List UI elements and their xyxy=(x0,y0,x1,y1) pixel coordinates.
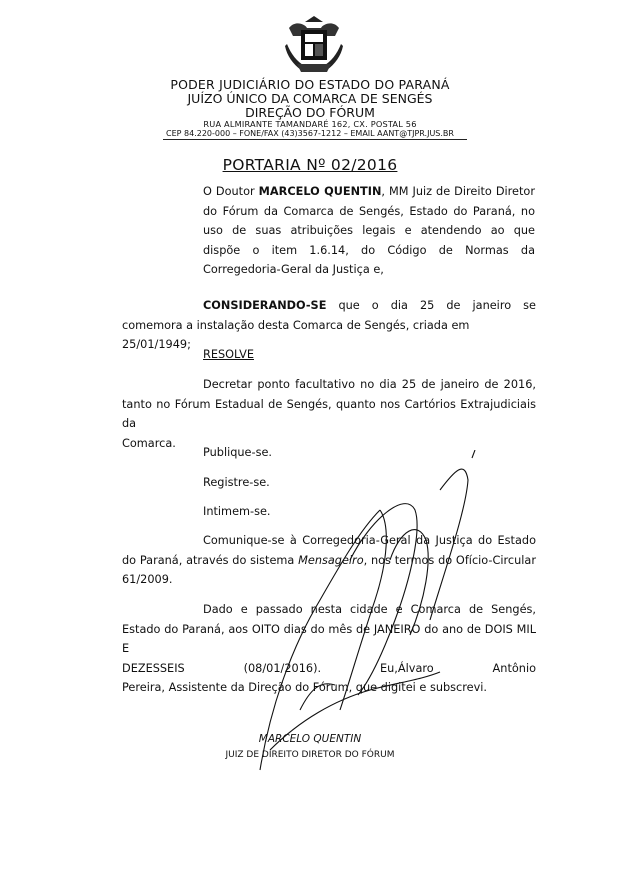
publique-line: Publique-se. xyxy=(203,446,273,459)
dado-paragraph: Dado e passado nesta cidade e Comarca de Sengés, Estado do Paraná, aos OITO dias do mês de JANEIRO do ano de DOIS MIL E DEZESSEIS (08/01/2016). Eu,Álvaro Antônio Pereira, Assistente da Direção do Fórum, que digitei e subscrevi. xyxy=(122,603,536,694)
registre-line: Registre-se. xyxy=(203,476,270,489)
header-divider xyxy=(163,139,467,140)
considerando-paragraph: CONSIDERANDO-SE que o dia 25 de janeiro se comemora a instalação desta Comarca de Sengés, criada em 25/01/1949; xyxy=(122,299,536,351)
decree-paragraph: Decretar ponto facultativo no dia 25 de janeiro de 2016, tanto no Fórum Estadual de Sengés, quanto nos Cartórios Extrajudiciais da Comarca. xyxy=(122,378,536,450)
comunique-paragraph: Comunique-se à Corregedoria-Geral da Justiça do Estado do Paraná, através do sistema Mensageiro, nos termos do Ofício-Circular 61/2009. xyxy=(122,534,536,586)
header-address: RUA ALMIRANTE TAMANDARÉ 162, CX. POSTAL 56 xyxy=(203,119,417,129)
handwritten-signature xyxy=(240,450,480,780)
coat-of-arms-icon xyxy=(283,14,345,74)
signer-role: JUIZ DE DIREITO DIRETOR DO FÓRUM xyxy=(225,750,395,760)
header-department: DIREÇÃO DO FÓRUM xyxy=(245,105,375,120)
signer-name: MARCELO QUENTIN xyxy=(258,733,362,745)
header-contact: CEP 84.220-000 – FONE/FAX (43)3567-1212 – EMAIL AANT@TJPR.JUS.BR xyxy=(166,129,454,138)
resolve-heading: RESOLVE xyxy=(203,348,254,361)
intimem-line: Intimem-se. xyxy=(203,505,271,518)
header-court-unit: JUÍZO ÚNICO DA COMARCA DE SENGÉS xyxy=(187,91,433,106)
document-title: PORTARIA Nº 02/2016 xyxy=(222,156,398,174)
intro-paragraph: O Doutor MARCELO QUENTIN, MM Juiz de Direito Diretor do Fórum da Comarca de Sengés, Estado do Paraná, no uso de suas atribuições legais e atendendo ao que dispõe o item 1.6.14, do Código de Normas da Corregedoria-Geral da Justiça e, xyxy=(203,185,535,276)
header-court-name: PODER JUDICIÁRIO DO ESTADO DO PARANÁ xyxy=(170,77,450,92)
